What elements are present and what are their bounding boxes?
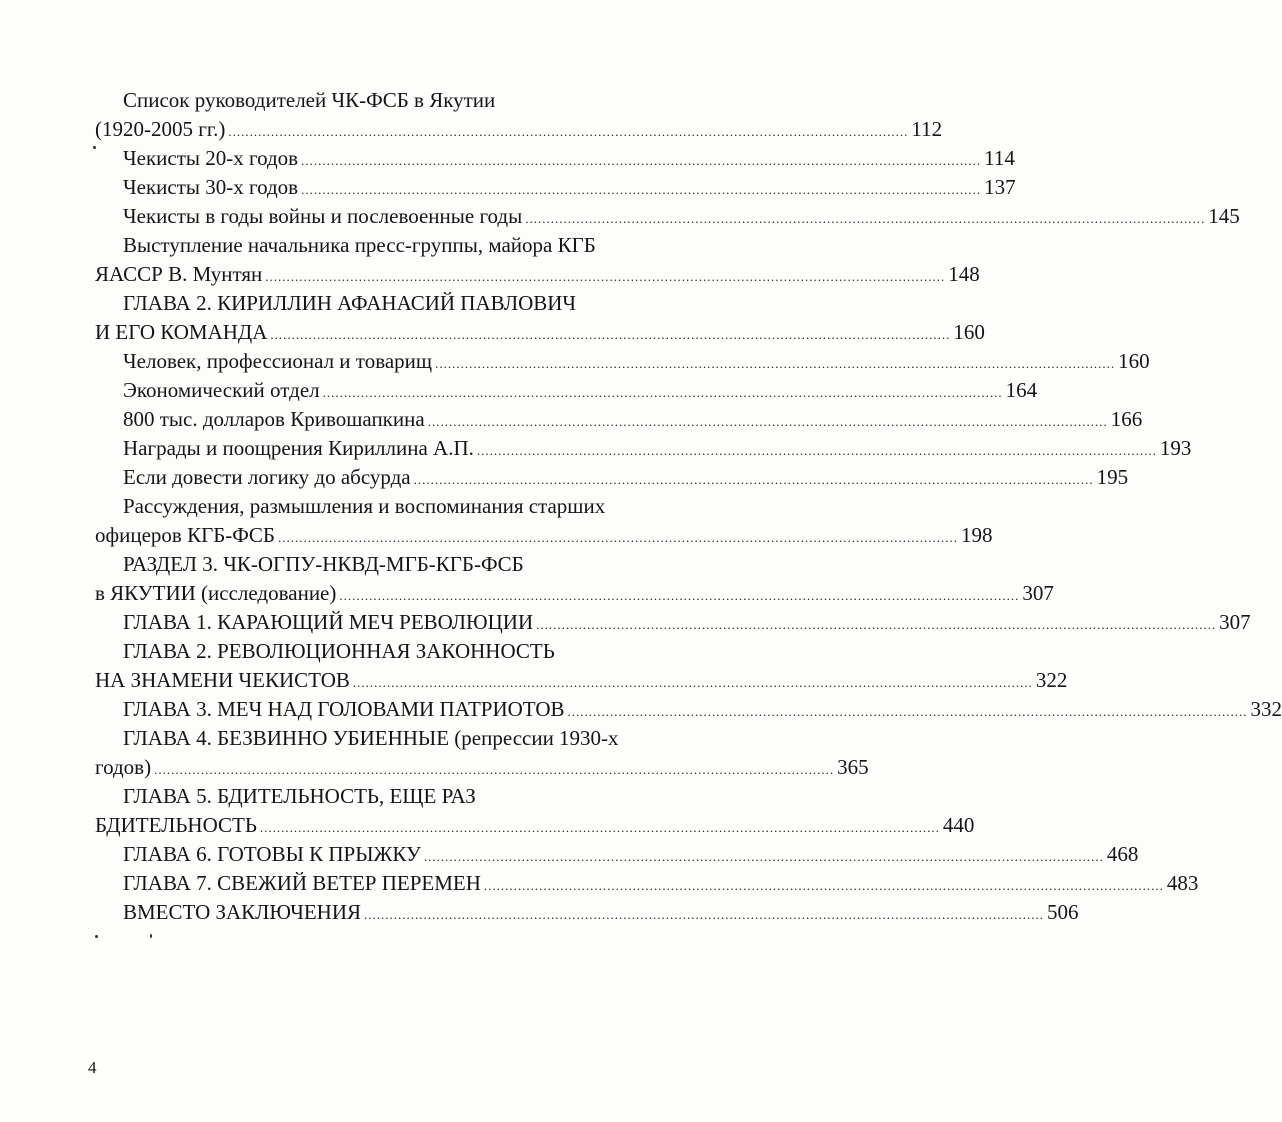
toc-entry-page: 365 <box>837 755 869 779</box>
toc-entry-title: Выступление начальника пресс-группы, майора КГБ <box>123 233 596 257</box>
table-of-contents <box>95 86 1282 927</box>
toc-entry-title: ГЛАВА 5. БДИТЕЛЬНОСТЬ, ЕЩЕ РАЗ <box>123 784 476 808</box>
toc-entry-page: 332 <box>1250 697 1282 721</box>
dot-leader <box>154 755 834 784</box>
dot-leader <box>568 697 1248 726</box>
dot-leader <box>323 378 1003 407</box>
toc-entry-page: 160 <box>953 320 985 344</box>
toc-entry-page: 160 <box>1118 349 1150 373</box>
dot-leader <box>278 523 958 552</box>
toc-entry <box>95 434 1192 463</box>
toc-entry-title: ВМЕСТО ЗАКЛЮЧЕНИЯ <box>123 900 362 924</box>
toc-entry <box>95 347 1150 376</box>
dot-leader <box>424 842 1104 871</box>
toc-entry-page: 195 <box>1096 465 1129 489</box>
toc-entry <box>95 144 1015 173</box>
toc-entry-title: ЯАССР В. Мунтян <box>95 262 263 286</box>
toc-entry-title: 800 тыс. долларов Кривошапкина <box>123 407 425 431</box>
toc-entry-page: 468 <box>1106 842 1139 866</box>
toc-entry-title: (1920-2005 гг.) <box>95 117 226 141</box>
toc-entry-title: НА ЗНАМЕНИ ЧЕКИСТОВ <box>95 668 350 692</box>
toc-entry-title: ГЛАВА 3. МЕЧ НАД ГОЛОВАМИ ПАТРИОТОВ <box>123 697 565 721</box>
toc-entry <box>95 376 1038 405</box>
dot-leader <box>260 813 940 842</box>
scan-speck <box>95 935 98 938</box>
toc-entry <box>95 492 707 521</box>
toc-entry <box>95 521 993 550</box>
toc-entry <box>95 898 1079 927</box>
dot-leader <box>428 407 1108 436</box>
toc-entry <box>95 753 869 782</box>
dot-leader <box>536 610 1216 639</box>
dot-leader <box>265 262 945 291</box>
toc-entry-title: ГЛАВА 7. СВЕЖИЙ ВЕТЕР ПЕРЕМЕН <box>123 871 481 895</box>
dot-leader <box>435 349 1115 378</box>
toc-entry <box>95 173 1016 202</box>
toc-entry-title: годов) <box>95 755 152 779</box>
dot-leader <box>339 581 1019 610</box>
toc-entry-title: ГЛАВА 2. РЕВОЛЮЦИОННАЯ ЗАКОННОСТЬ <box>123 639 555 663</box>
toc-entry-page: 322 <box>1035 668 1068 692</box>
toc-entry <box>95 608 1251 637</box>
toc-entry-page: 440 <box>942 813 975 837</box>
dot-leader <box>301 146 981 175</box>
dot-leader <box>477 436 1157 465</box>
dot-leader <box>228 117 908 146</box>
dot-leader <box>484 871 1164 900</box>
toc-entry <box>95 231 707 260</box>
toc-entry-title: в ЯКУТИИ (исследование) <box>95 581 337 605</box>
toc-entry-title: ГЛАВА 1. КАРАЮЩИЙ МЕЧ РЕВОЛЮЦИИ <box>123 610 534 634</box>
toc-entry-page: 198 <box>960 523 993 547</box>
dot-leader <box>364 900 1044 929</box>
toc-entry-page: 114 <box>984 146 1015 170</box>
toc-entry-page: 164 <box>1005 378 1038 402</box>
dot-leader <box>414 465 1094 494</box>
toc-entry <box>95 260 980 289</box>
toc-entry-page: 137 <box>984 175 1016 199</box>
toc-entry-title: ГЛАВА 6. ГОТОВЫ К ПРЫЖКУ <box>123 842 421 866</box>
toc-entry-title: РАЗДЕЛ 3. ЧК-ОГПУ-НКВД-МГБ-КГБ-ФСБ <box>123 552 524 576</box>
toc-entry <box>95 318 985 347</box>
toc-entry-page: 506 <box>1047 900 1079 924</box>
toc-entry <box>95 579 1054 608</box>
toc-entry-title: Чекисты 30-х годов <box>123 175 299 199</box>
toc-entry <box>95 782 707 811</box>
toc-entry <box>95 637 707 666</box>
toc-entry-title: Человек, профессионал и товарищ <box>123 349 433 373</box>
dot-leader <box>525 204 1205 233</box>
toc-entry <box>95 666 1068 695</box>
toc-entry-title: Награды и поощрения Кириллина А.П. <box>123 436 474 460</box>
toc-entry <box>95 695 1282 724</box>
toc-entry <box>95 550 707 579</box>
scan-speck <box>150 934 152 938</box>
toc-entry-title: Список руководителей ЧК-ФСБ в Якутии <box>123 88 496 112</box>
toc-entry <box>95 811 975 840</box>
toc-entry-title: офицеров КГБ-ФСБ <box>95 523 275 547</box>
toc-entry-page: 166 <box>1110 407 1143 431</box>
toc-entry <box>95 869 1199 898</box>
toc-entry <box>95 86 707 115</box>
scan-speck <box>93 146 96 149</box>
toc-entry-page: 307 <box>1219 610 1251 634</box>
toc-entry <box>95 724 707 753</box>
toc-entry-page: 483 <box>1166 871 1199 895</box>
toc-entry-title: Если довести логику до абсурда <box>123 465 411 489</box>
dot-leader <box>301 175 981 204</box>
toc-entry <box>95 463 1129 492</box>
toc-entry <box>95 202 1240 231</box>
toc-entry-title: БДИТЕЛЬНОСТЬ <box>95 813 257 837</box>
toc-entry-title: Чекисты 20-х годов <box>123 146 299 170</box>
toc-entry <box>95 840 1139 869</box>
toc-entry <box>95 405 1143 434</box>
toc-entry-page: 148 <box>948 262 980 286</box>
toc-entry-title: ГЛАВА 2. КИРИЛЛИН АФАНАСИЙ ПАВЛОВИЧ <box>123 291 577 315</box>
toc-entry-page: 112 <box>911 117 943 141</box>
dot-leader <box>353 668 1033 697</box>
toc-entry <box>95 115 943 144</box>
dot-leader <box>270 320 950 349</box>
toc-entry-page: 145 <box>1208 204 1240 228</box>
toc-entry <box>95 289 707 318</box>
toc-entry-title: Рассуждения, размышления и воспоминания старших <box>123 494 606 518</box>
toc-entry-title: Экономический отдел <box>123 378 320 402</box>
toc-entry-title: Чекисты в годы войны и послевоенные годы <box>123 204 523 228</box>
toc-entry-page: 307 <box>1022 581 1054 605</box>
toc-entry-title: И ЕГО КОМАНДА <box>95 320 268 344</box>
toc-entry-page: 193 <box>1159 436 1192 460</box>
toc-entry-title: ГЛАВА 4. БЕЗВИННО УБИЕННЫЕ (репрессии 1930-х <box>123 726 619 750</box>
page-number: 4 <box>88 1058 97 1077</box>
